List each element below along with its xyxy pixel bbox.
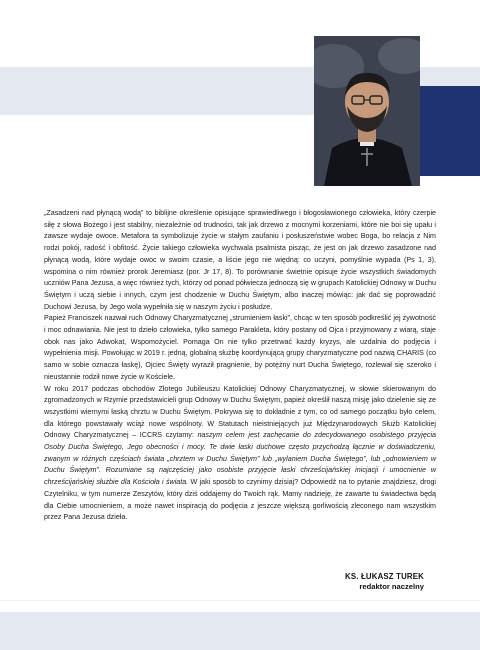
signature-role: redaktor naczelny <box>359 582 424 591</box>
paragraph-text: W roku 2017 podczas obchodów Złotego Jubileuszu Katolickiej Odnowy Charyzmatycznej, w słowie skierowanym do zgromadzonych w Rzymie przedstawicieli grup Odnowy w Duchu Świętym, papież określił naszą misję jako dzielenie się ze wszystkimi wiernymi łaską chrztu w Duchu Świętym. Pokrywa się to dokładnie z tym, co od samego początku było celem, dla którego powstawały wciąż nowe wspólnoty. W Statutach nieistniejących już Międzynarodowych Służb Katolickiej Odnowy Charyzmatycznej – ICCRS czytamy: <box>44 384 436 440</box>
paragraph-text: W jaki sposób to czynimy dzisiaj? Odpowiedź na to pytanie znajdziesz, drogi Czytelniku, w tym numerze Zeszytów, który dziś oddajemy do Twoich rąk. Mamy nadzieję, że zawarte tu świadectwa będą dla Ciebie umocnieniem, a może nawet inspiracją do podjęcia z jeszcze większą gorliwością zleconego nam wszystkim przez Pana Jezusa dzieła. <box>44 478 436 522</box>
bottom-divider <box>0 600 480 601</box>
paragraph-text: Papież Franciszek nazwał ruch Odnowy Charyzmatycznej „strumieniem łaski”, chcąc w ten sposób podkreślić jej żywotność i moc odnawiania. Nie jest to dzieło człowieka, tylko samego Parakleta, który postany od Ojca i przyjmowany z wiarą, staje obok nas jako Adwokat, Wspomożyciel. Pomaga On nie tylko przetrwać każdy kryzys, ale uzdalnia do podjęcia i wypełnienia misji. Powołując w 2019 r. jedną, globalną służbę koordynującą grupy charyzmatyczne pod nazwą CHARIS (co samo w sobie oznacza łaskę), Ojciec Święty wyraził pragnienie, by potężny nurt Ducha Świętego, rozlewał się szeroko i nieustannie rodził nowe życie w Kościele. <box>44 314 436 381</box>
article-paragraph <box>44 208 436 313</box>
article-paragraph <box>44 384 436 524</box>
bottom-decorative-band <box>0 612 480 650</box>
signature-name: KS. ŁUKASZ TUREK <box>344 572 424 581</box>
editorial-article <box>44 208 436 524</box>
italic-quote: naszym celem jest zachęcanie do zdecydowanego osobistego przyjęcia Osoby Ducha Świętego, Jego obecności i mocy. Te dwie łaski duchowe często przychodzą łącznie w doświadczeniu, zwanym w różnych częściach świata „chrztem w Duchu Świętym” lub „wylaniem Ducha Świętego”, lub „odnowieniem w Duchu Świętym”. Rozumiane są najczęściej jako osobiste przyjęcie łaski chrześcijańskiej inicjacji i umocnienie w chrześcijańskiej służbie dla Kościoła i świata. <box>44 431 436 487</box>
author-portrait-photo <box>314 36 420 186</box>
portrait-illustration <box>314 36 420 186</box>
paragraph-text: „Zasadzeni nad płynącą wodą” to biblijne określenie opisujące sprawiedliwego i błogosławionego człowieka, który czerpie siłę z słowa Bożego i jest stabilny, niezależnie od trudności, tak jak drzewo z mocnymi korzeniami, które nie boi się upału i zawsze wydaje owoce. Metafora ta symbolizuje życie w stałym zaufaniu i posłuszeństwie wobec Boga, bo relacja z Nim rodzi pokój, radość i obfitość. Życie takiego człowieka wychwala psalmista pisząc, że jest on jak drzewo zasadzone nad płynącą wodą, które wydaje owoc w swoim czasie, a liście jego nie więdną: co uczyni, pomyślnie wypada (Ps 1, 3), wspomina o nim również prorok Jeremiasz (por. Jr 17, 8). To porównanie świetnie opisuje życie wszystkich świadomych uczniów Pana Jezusa, a więc również tych, którzy od ponad półwiecza jednoczą się w grupach Katolickiej Odnowy w Duchu Świętym i uczą siebie i innych, czym jest chodzenie w Duchu Świętym, albo inaczej mówiąc: jak dać się poprowadzić Duchowi Jezusa, by Jego wola wypełniła się w naszym życiu i posłudze. <box>44 209 436 311</box>
editor-signature <box>345 571 424 592</box>
article-paragraph <box>44 313 436 383</box>
navy-accent-block <box>420 86 480 176</box>
